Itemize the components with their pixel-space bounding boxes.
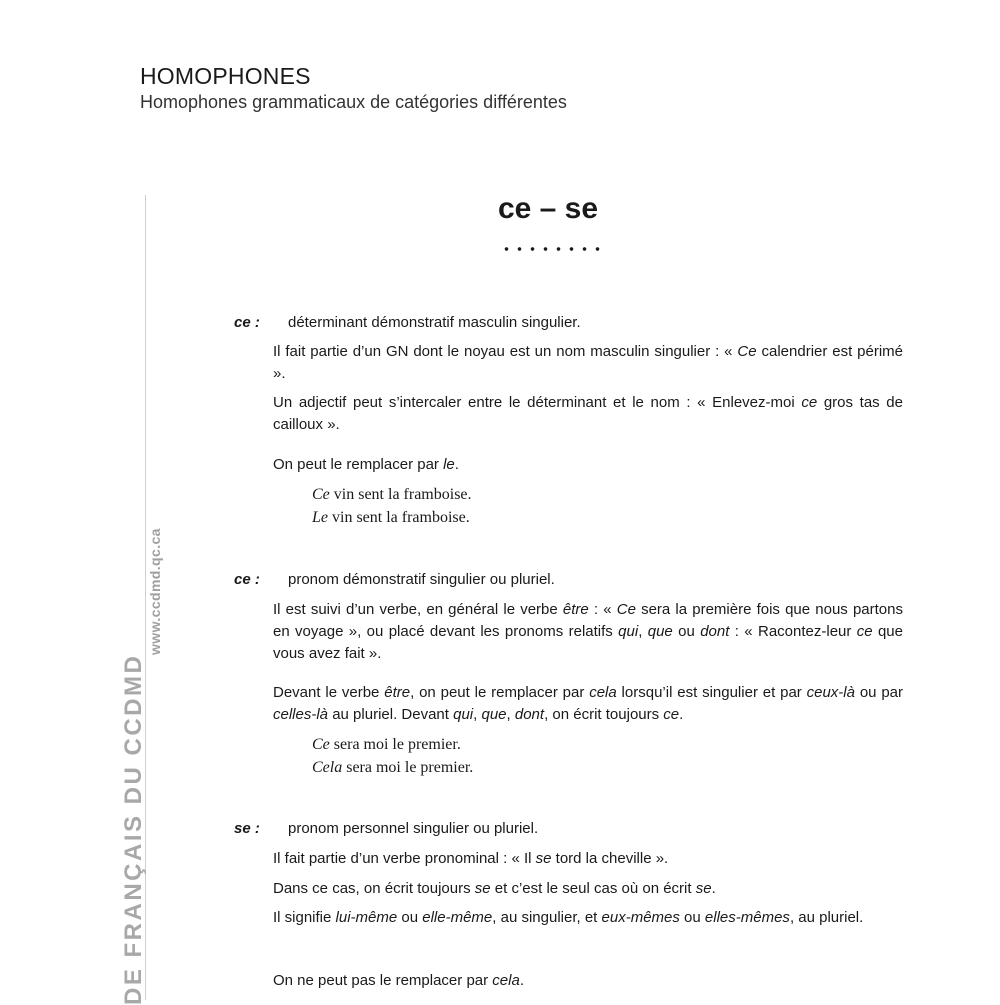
example-block [312,733,473,779]
entry-definition: pronom personnel singulier ou pluriel. [288,820,539,837]
page-subtitle: Homophones grammaticaux de catégories différentes [140,92,567,112]
entry-label: ce : [234,314,260,331]
entry-paragraph: Dans ce cas, on écrit toujours se et c’est le seul cas où on écrit se. [273,880,716,897]
entry-paragraph: Un adjectif peut s’intercaler entre le déterminant et le nom : « Enlevez-moi ce gros tas de cailloux ». [273,394,903,433]
entry-definition: déterminant démonstratif masculin singulier. [288,314,581,331]
entry-paragraph: Il fait partie d’un GN dont le noyau est un nom masculin singulier : « Ce calendrier est périmé ». [273,343,904,382]
entry-paragraph: Devant le verbe être, on peut le remplacer par cela lorsqu’il est singulier et par ceux-là ou par celles-là au pluriel. Devant qui, que, dont, on écrit toujours ce. [273,684,904,723]
entry-label: ce : [234,571,260,588]
entry-paragraph: Il est suivi d’un verbe, en général le verbe être : « Ce sera la première fois que nous partons en voyage », ou placé devant les pronoms relatifs qui, que ou dont : « Racontez-leur ce que vous avez fait ». [273,601,903,662]
sidebar-brand: DE FRANÇAIS DU CCDMD [120,653,147,1005]
entry-label: se : [234,820,260,837]
entry-paragraph: Il signifie lui-même ou elle-même, au singulier, et eux-mêmes ou elles-mêmes, au pluriel. [273,909,864,926]
vertical-sidebar [20,505,220,1005]
page-header [140,62,567,114]
entry-definition: pronom démonstratif singulier ou pluriel. [288,571,555,588]
entry-paragraph: On ne peut pas le remplacer par cela. [273,972,524,989]
title-dotted-rule [500,246,600,252]
page-title: HOMOPHONES [140,63,311,89]
entry-paragraph: Il fait partie d’un verbe pronominal : « Il se tord la cheville ». [273,850,669,867]
example-block [312,483,472,529]
entry-paragraph: On peut le remplacer par le. [273,456,459,473]
sidebar-url[interactable]: www.ccdmd.qc.ca [147,528,163,655]
example-line: Le vin sent la framboise. [312,509,470,526]
lesson-title: ce – se [497,192,599,225]
example-line: Cela sera moi le premier. [312,759,474,776]
example-line: Ce sera moi le premier. [312,736,461,753]
example-line: Ce vin sent la framboise. [312,486,472,503]
